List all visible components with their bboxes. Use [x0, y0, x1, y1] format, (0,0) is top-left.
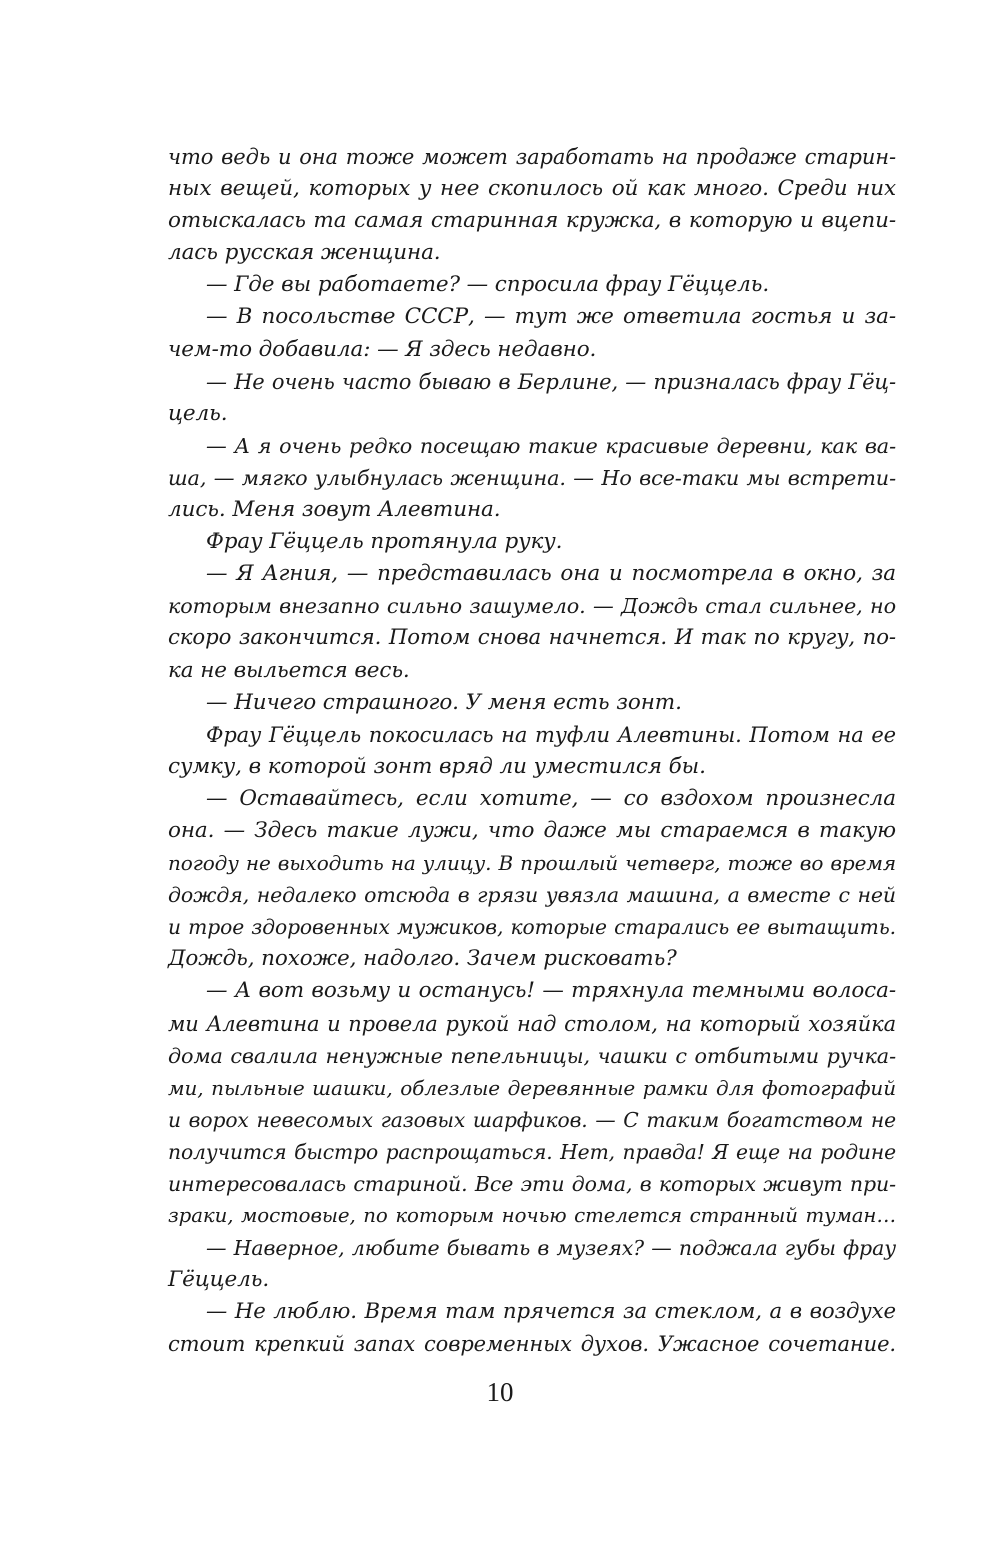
page-number: 10 [486, 1377, 514, 1407]
text-line: ка не выльется весь. [168, 657, 410, 683]
text-line: и трое здоровенных мужиков, которые старались ее вытащить. [168, 915, 896, 940]
text-line: ми Алевтина и провела рукой над столом, на который хозяйка [168, 1011, 896, 1036]
text-line: погоду не выходить на улицу. В прошлый четверг, тоже во время [168, 851, 896, 876]
text-line: отыскалась та самая старинная кружка, в которую и вцепи- [168, 208, 896, 234]
text-line: — Я Агния, — представилась она и посмотрела в окно, за [206, 561, 896, 587]
text-line: — Не люблю. Время там прячется за стеклом, а в воздухе [206, 1299, 896, 1325]
text-line: лась русская женщина. [168, 240, 441, 266]
text-line: цель. [168, 400, 228, 426]
text-line: — Где вы работаете? — спросила фрау Гёццель. [206, 272, 770, 298]
text-line: Гёццель. [168, 1267, 270, 1293]
text-line: получится быстро распрощаться. Нет, правда! Я еще на родине [168, 1139, 896, 1164]
text-line: ша, — мягко улыбнулась женщина. — Но все-таки мы встрети- [168, 465, 896, 490]
text-line: стоит крепкий запах современных духов. Ужасное сочетание. [168, 1332, 896, 1357]
text-line: дома свалила ненужные пепельницы, чашки с отбитыми ручка- [168, 1043, 896, 1068]
text-line: что ведь и она тоже может заработать на продаже старин- [168, 145, 896, 169]
text-line: — Ничего страшного. У меня есть зонт. [206, 689, 682, 715]
text-line: — Оставайтесь, если хотите, — со вздохом произнесла [206, 785, 896, 811]
text-line: ми, пыльные шашки, облезлые деревянные рамки для фотографий [168, 1075, 896, 1100]
text-line: Фрау Гёццель протянула руку. [206, 529, 563, 555]
text-line: дождя, недалеко отсюда в грязи увязла машина, а вместе с ней [168, 883, 896, 908]
text-line: ных вещей, которых у нее скопилось ой как много. Среди них [168, 176, 896, 202]
text-line: которым внезапно сильно зашумело. — Дождь стал сильнее, но [168, 594, 896, 619]
text-line: — Наверное, любите бывать в музеях? — поджала губы фрау [206, 1236, 896, 1261]
text-line: скоро закончится. Потом снова начнется. И так по кругу, по- [168, 625, 896, 651]
text-line: зраки, мостовые, по которым ночью стелется странный туман… [168, 1204, 896, 1228]
text-line: и ворох невесомых газовых шарфиков. — С таким богатством не [168, 1107, 896, 1132]
text-line: Дождь, похоже, надолго. Зачем рисковать? [168, 946, 677, 972]
text-line: лись. Меня зовут Алевтина. [168, 497, 501, 523]
text-line: интересовалась стариной. Все эти дома, в которых живут при- [168, 1172, 896, 1196]
text-line: она. — Здесь такие лужи, что даже мы стараемся в такую [168, 817, 896, 843]
text-line: — А я очень редко посещаю такие красивые деревни, как ва- [206, 433, 896, 458]
text-line: — Не очень часто бываю в Берлине, — призналась фрау Гёц- [206, 369, 896, 394]
body-text [168, 141, 896, 1361]
text-line: — В посольстве СССР, — тут же ответила гостья и за- [206, 304, 896, 330]
text-line: чем-то добавила: — Я здесь недавно. [168, 336, 597, 362]
text-line: Фрау Гёццель покосилась на туфли Алевтины. Потом на ее [206, 722, 896, 747]
text-line: сумку, в которой зонт вряд ли уместился бы. [168, 753, 706, 779]
text-line: — А вот возьму и останусь! — тряхнула темными волоса- [206, 978, 896, 1004]
